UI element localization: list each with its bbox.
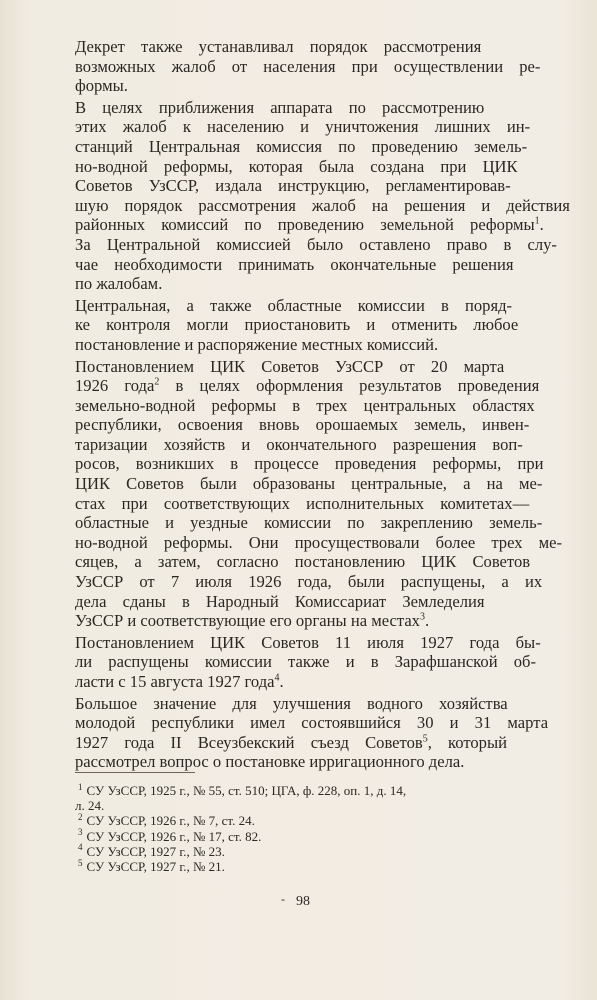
paragraph-2 [75, 98, 570, 294]
text-line: таризации хозяйств и окончательного разрешения воп- [75, 434, 523, 454]
text-line: В целях приближения аппарата по рассмотрению [75, 97, 485, 117]
footnote-mark: 5 [78, 857, 83, 868]
paragraph-3 [75, 296, 570, 355]
text-line: но-водной реформы. Они просуществовали более трех ме- [75, 532, 563, 552]
text-line: республики, освоения вновь орошаемых земель, инвен- [75, 415, 530, 435]
text-line: возможных жалоб от населения при осуществлении ре- [75, 56, 541, 76]
text-run: 1927 года II Всеузбекский съезд Советов [75, 732, 423, 752]
footnote-1-continuation: л. 24. [75, 798, 105, 814]
text-line: но-водной реформы, которая была создана при ЦИК [75, 156, 518, 176]
page-dash: - [281, 892, 285, 906]
paragraph-5 [75, 633, 570, 692]
text-line: земельно-водной реформы в трех центральных областях [75, 395, 535, 415]
footnote-text: СУ УзССР, 1927 г., № 21. [86, 859, 225, 875]
footnote-ref: 1 [534, 215, 540, 227]
text-run: 1926 года [75, 376, 155, 396]
text-line [75, 672, 570, 692]
text-line [75, 611, 570, 631]
text-run: УзССР и соответствующие его органы на местах [75, 611, 420, 631]
text-line: Советов УзССР, издала инструкцию, регламентировав- [75, 176, 511, 196]
footnote-3 [75, 829, 570, 844]
text-line: формы. [75, 76, 128, 96]
footnote-ref: 3 [419, 611, 425, 623]
text-line: За Центральной комиссией было оставлено право в слу- [75, 234, 557, 254]
text-line: Центральная, а также областные комиссии в поряд- [75, 295, 513, 315]
text-line: ке контроля могли приостановить и отменить любое [75, 315, 519, 335]
text-line: чае необходимости принимать окончательные решения [75, 254, 514, 274]
footnote-5 [75, 859, 570, 874]
body-text [75, 37, 570, 772]
footnote-text: СУ УзССР, 1927 г., № 23. [86, 843, 225, 859]
footnote-text: СУ УзССР, 1926 г., № 7, ст. 24. [86, 813, 255, 829]
text-line: Постановлением ЦИК Советов УзССР от 20 марта [75, 356, 505, 376]
footnote-text: СУ УзССР, 1926 г., № 17, ст. 82. [86, 828, 262, 844]
text-run: районных комиссий по проведению земельной реформы [75, 215, 535, 235]
text-line: рассмотрел вопрос о постановке ирригационного дела. [75, 752, 465, 772]
footnote-ref: 5 [422, 733, 428, 745]
text-line: ли распущены комиссии также и в Зарафшанской об- [75, 652, 536, 672]
page-number: 98 [296, 894, 310, 909]
footnote-mark: 2 [78, 812, 83, 823]
text-run: . [539, 215, 544, 235]
text-line: Декрет также устанавливал порядок рассмотрения [75, 37, 482, 56]
text-line [75, 376, 570, 396]
footnote-mark: 3 [78, 827, 83, 838]
text-line [75, 733, 570, 753]
text-line: шую порядок рассмотрения жалоб на решения и действия [75, 195, 570, 215]
footnote-1 [75, 783, 570, 798]
text-line: дела сданы в Народный Комиссариат Земледелия [75, 591, 485, 611]
footnote-mark: 1 [78, 781, 83, 792]
text-run: . [424, 611, 430, 631]
text-run: ласти с 15 августа 1927 года [75, 672, 275, 691]
footnote-mark: 4 [78, 842, 83, 853]
footnote-ref: 4 [274, 672, 280, 684]
text-line: Большое значение для улучшения водного хозяйства [75, 693, 508, 713]
footnote-text: СУ УзССР, 1925 г., № 55, ст. 510; ЦГА, ф. 228, оп. 1, д. 14, [86, 783, 407, 798]
footnote-4 [75, 844, 570, 859]
footnotes [75, 783, 570, 874]
text-line: стах при соответствующих исполнительных комитетах— [75, 493, 530, 513]
text-line: УзССР от 7 июля 1926 года, были распущены, а их [75, 572, 543, 592]
text-run: , который [427, 732, 507, 752]
text-line [75, 215, 570, 235]
footnote-ref: 2 [154, 376, 160, 388]
paragraph-4 [75, 357, 570, 631]
text-line: областные и уездные комиссии по закреплению земель- [75, 513, 543, 533]
text-line: росов, возникших в процессе проведения реформы, при [75, 454, 544, 474]
footnote-divider [75, 772, 195, 773]
text-run: в целях оформления результатов проведения [159, 376, 540, 396]
text-line: молодой республики имел состоявшийся 30 и 31 марта [75, 713, 549, 733]
paragraph-6 [75, 694, 570, 772]
text-line: Постановлением ЦИК Советов 11 июля 1927 года бы- [75, 632, 541, 652]
text-line: ЦИК Советов были образованы центральные, а на ме- [75, 474, 543, 494]
text-line: по жалобам. [75, 274, 163, 294]
text-line: этих жалоб к населению и уничтожения лишних ин- [75, 117, 531, 137]
paragraph-1 [75, 37, 570, 96]
footnote-2 [75, 813, 570, 828]
text-line: сяцев, а затем, согласно постановлению ЦИК Советов [75, 552, 531, 572]
text-run: . [279, 672, 284, 691]
text-line: постановление и распоряжение местных комиссий. [75, 334, 439, 354]
text-line: станций Центральная комиссия по проведению земель- [75, 136, 528, 156]
